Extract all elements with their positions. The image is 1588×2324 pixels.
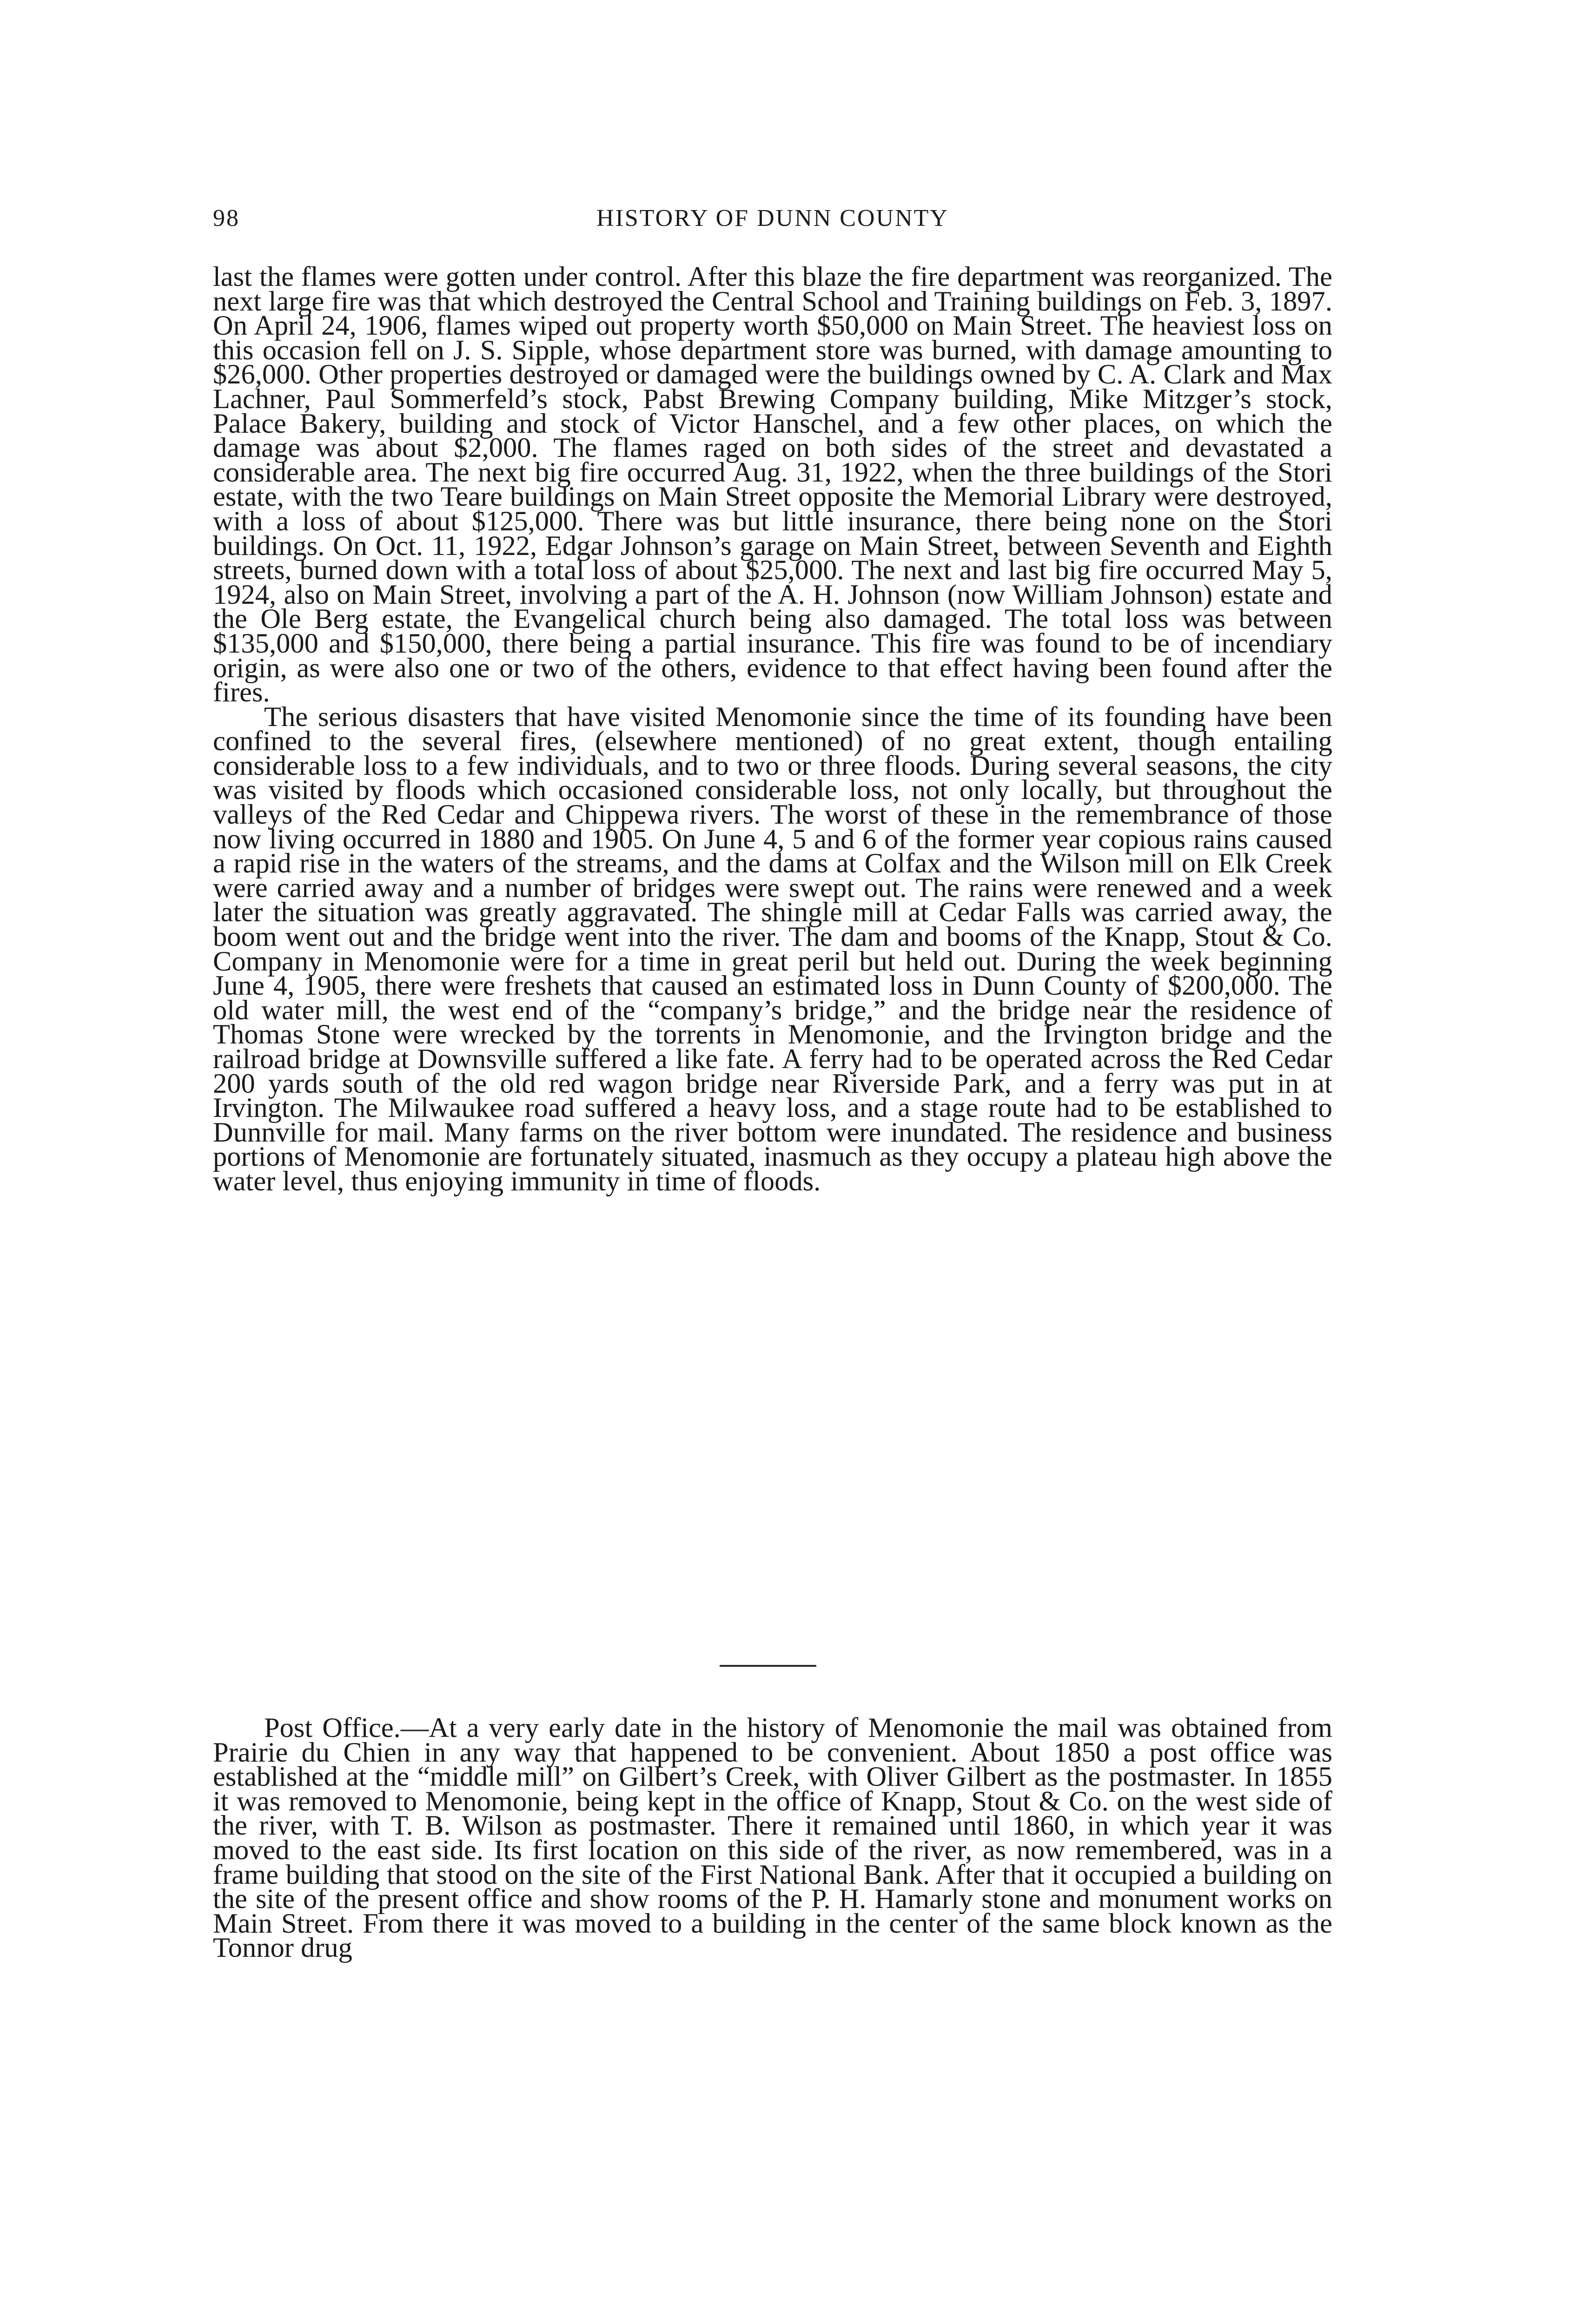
page-number: 98 [213,205,240,231]
paragraph-fires-continued: last the flames were gotten under control. After this blaze the fire department was reorganized. The next large fire was that which destroyed the Central School and Training buildings on Feb. 3, 1897. On April 24, 1906, flames wiped out property worth $50,000 on Main Street. The heaviest loss on this occasion fell on J. S. Sipple, whose department store was burned, with damage amounting to $26,000. Other properties destroyed or damaged were the buildings owned by C. A. Clark and Max Lachner, Paul Sommerfeld’s stock, Pabst Brewing Company building, Mike Mitzger’s stock, Palace Bakery, building and stock of Victor Hanschel, and a few other places, on which the damage was about $2,000. The flames raged on both sides of the street and devastated a considerable area. The next big fire occurred Aug. 31, 1922, when the three buildings of the Stori estate, with the two Teare buildings on Main Street opposite the Memorial Library were destroyed, with a loss of about $125,000. There was but little insurance, there being none on the Stori buildings. On Oct. 11, 1922, Edgar Johnson’s garage on Main Street, between Seventh and Eighth streets, burned down with a total loss of about $25,000. The next and last big fire occurred May 5, 1924, also on Main Street, involving a part of the A. H. Johnson (now William Johnson) estate and the Ole Berg estate, the Evangelical church being also damaged. The total loss was between $135,000 and $150,000, there being a partial insurance. This fire was found to be of incendiary origin, as were also one or two of the others, evidence to that effect having been found after the fires. [213,261,1332,708]
running-head [213,205,1332,242]
paragraph-post-office: Post Office.—At a very early date in the history of Menomonie the mail was obtained from Prairie du Chien in any way that happened to be convenient. About 1850 a post office was established at the “middle mill” on Gilbert’s Creek, with Oliver Gilbert as the postmaster. In 1855 it was removed to Menomonie, being kept in the office of Knapp, Stout & Co. on the west side of the river, with T. B. Wilson as postmaster. There it remained until 1860, in which year it was moved to the east side. Its first location on this side of the river, as now remembered, was in a frame building that stood on the site of the First National Bank. After that it occupied a building on the site of the present office and show rooms of the P. H. Hamarly stone and monument works on Main Street. From there it was moved to a building in the center of the same block known as the Tonnor drug [213,1712,1332,1964]
text-block-fires-floods [213,261,1332,1197]
section-divider [720,1665,816,1667]
text-block-post-office [213,1712,1332,1964]
paragraph-floods: The serious disasters that have visited Menomonie since the time of its founding have been confined to the several fires, (elsewhere mentioned) of no great extent, though entailing considerable loss to a few individuals, and to two or three floods. During several seasons, the city was visited by floods which occasioned considerable loss, not only locally, but throughout the valleys of the Red Cedar and Chippewa rivers. The worst of these in the remembrance of those now living occurred in 1880 and 1905. On June 4, 5 and 6 of the former year copious rains caused a rapid rise in the waters of the streams, and the dams at Colfax and the Wilson mill on Elk Creek were carried away and a number of bridges were swept out. The rains were renewed and a week later the situation was greatly aggravated. The shingle mill at Cedar Falls was carried away, the boom went out and the bridge went into the river. The dam and booms of the Knapp, Stout & Co. Company in Menomonie were for a time in great peril but held out. During the week beginning June 4, 1905, there were freshets that caused an estimated loss in Dunn County of $200,000. The old water mill, the west end of the “company’s bridge,” and the bridge near the residence of Thomas Stone were wrecked by the torrents in Menomonie, and the Irvington bridge and the railroad bridge at Downsville suffered a like fate. A ferry had to be operated across the Red Cedar 200 yards south of the old red wagon bridge near Riverside Park, and a ferry was put in at Irvington. The Milwaukee road suffered a heavy loss, and a stage route had to be established to Dunnville for mail. Many farms on the river bottom were inundated. The residence and business portions of Menomonie are fortunately situated, inasmuch as they occupy a plateau high above the water level, thus enjoying immunity in time of floods. [213,701,1332,1197]
running-title: HISTORY OF DUNN COUNTY [596,205,949,231]
